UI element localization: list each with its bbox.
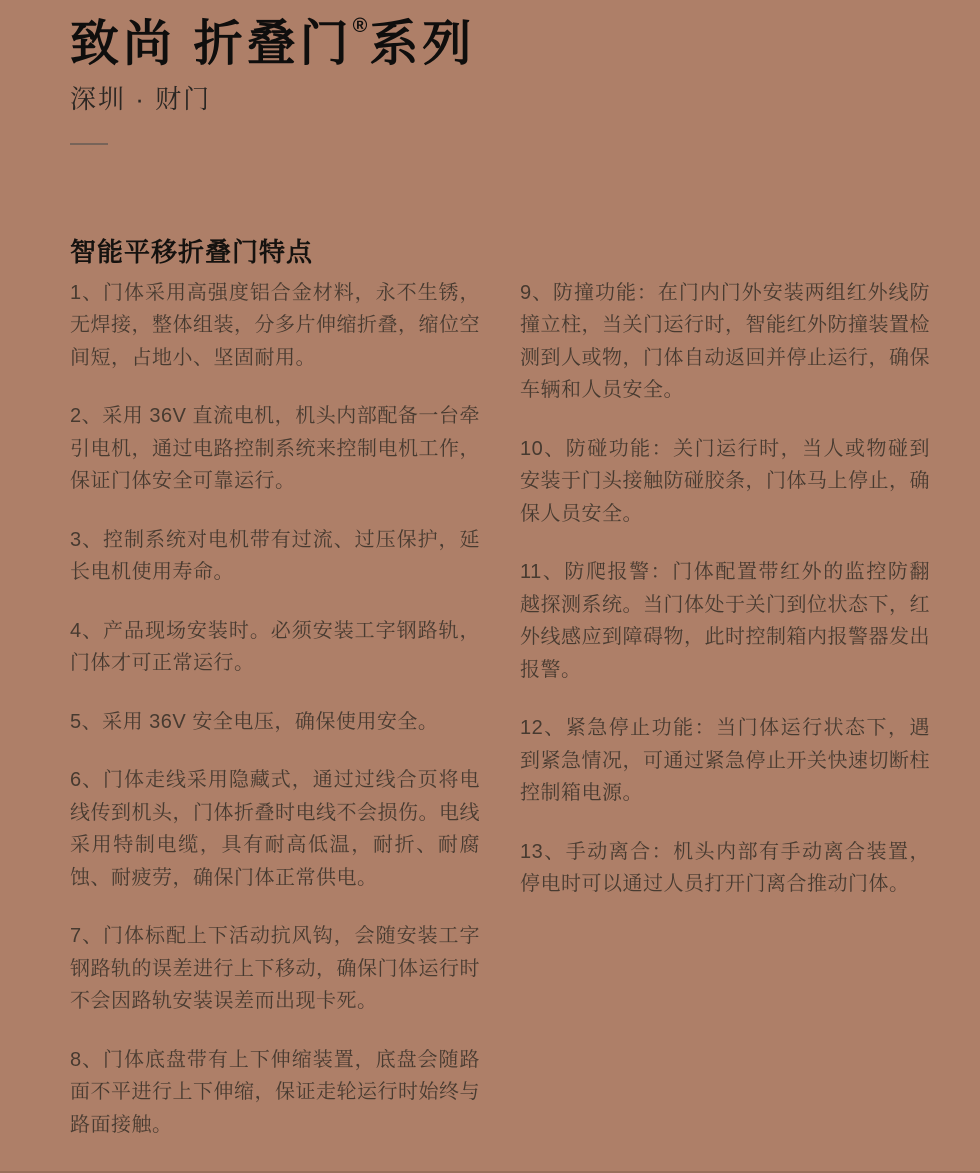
feature-item-3: 3、控制系统对电机带有过流、过压保护，延长电机使用寿命。	[70, 528, 480, 584]
feature-item-12: 12、紧急停止功能：当门体运行状态下，遇到紧急情况，可通过紧急停止开关快速切断柱控制箱电源。	[520, 717, 930, 805]
feature-column-left	[70, 277, 480, 1168]
feature-item-11: 11、防爬报警：门体配置带红外的监控防翻越探测系统。当门体处于关门到位状态下，红外线感应到障碍物，此时控制箱内报警器发出报警。	[520, 561, 930, 681]
feature-item-9: 9、防撞功能：在门内门外安装两组红外线防撞立柱，当关门运行时，智能红外防撞装置检测到人或物，门体自动返回并停止运行，确保车辆和人员安全。	[520, 281, 930, 402]
brand-title-suffix: 系列	[369, 17, 476, 71]
feature-column-right	[520, 277, 930, 1168]
feature-columns	[70, 277, 930, 1168]
feature-item-6: 6、门体走线采用隐藏式，通过过线合页将电线传到机头，门体折叠时电线不会损伤。电线采用特制电缆，具有耐高低温，耐折、耐腐蚀、耐疲劳，确保门体正常供电。	[70, 769, 480, 889]
feature-item-13: 13、手动离合：机头内部有手动离合装置，停电时可以通过人员打开门离合推动门体。	[520, 840, 930, 896]
header-divider	[70, 143, 108, 145]
registered-trademark-mark: ®	[352, 15, 368, 37]
feature-item-7: 7、门体标配上下活动抗风钩，会随安装工字钢路轨的误差进行上下移动，确保门体运行时不会因路轨安装误差而出现卡死。	[70, 925, 480, 1013]
feature-item-2: 2、采用 36V 直流电机，机头内部配备一台牵引电机，通过电路控制系统来控制电机工作，保证门体安全可靠运行。	[70, 405, 480, 493]
header	[70, 14, 930, 145]
section-heading: 智能平移折叠门特点	[70, 236, 314, 267]
feature-item-1: 1、门体采用高强度铝合金材料，永不生锈，无焊接，整体组装，分多片伸缩折叠，缩位空间短，占地小、坚固耐用。	[70, 281, 480, 369]
brand-title	[70, 14, 930, 74]
feature-item-8: 8、门体底盘带有上下伸缩装置，底盘会随路面不平进行上下伸缩，保证走轮运行时始终与路面接触。	[70, 1048, 480, 1136]
feature-item-10: 10、防碰功能：关门运行时，当人或物碰到安装于门头接触防碰胶条，门体马上停止，确保人员安全。	[520, 437, 930, 525]
brand-subtitle: 深圳 · 财门	[70, 83, 212, 114]
feature-item-5: 5、采用 36V 安全电压，确保使用安全。	[70, 710, 439, 733]
brand-title-main: 致尚 折叠门	[70, 17, 353, 71]
feature-item-4: 4、产品现场安装时。必须安装工字钢路轨，门体才可正常运行。	[70, 619, 480, 675]
